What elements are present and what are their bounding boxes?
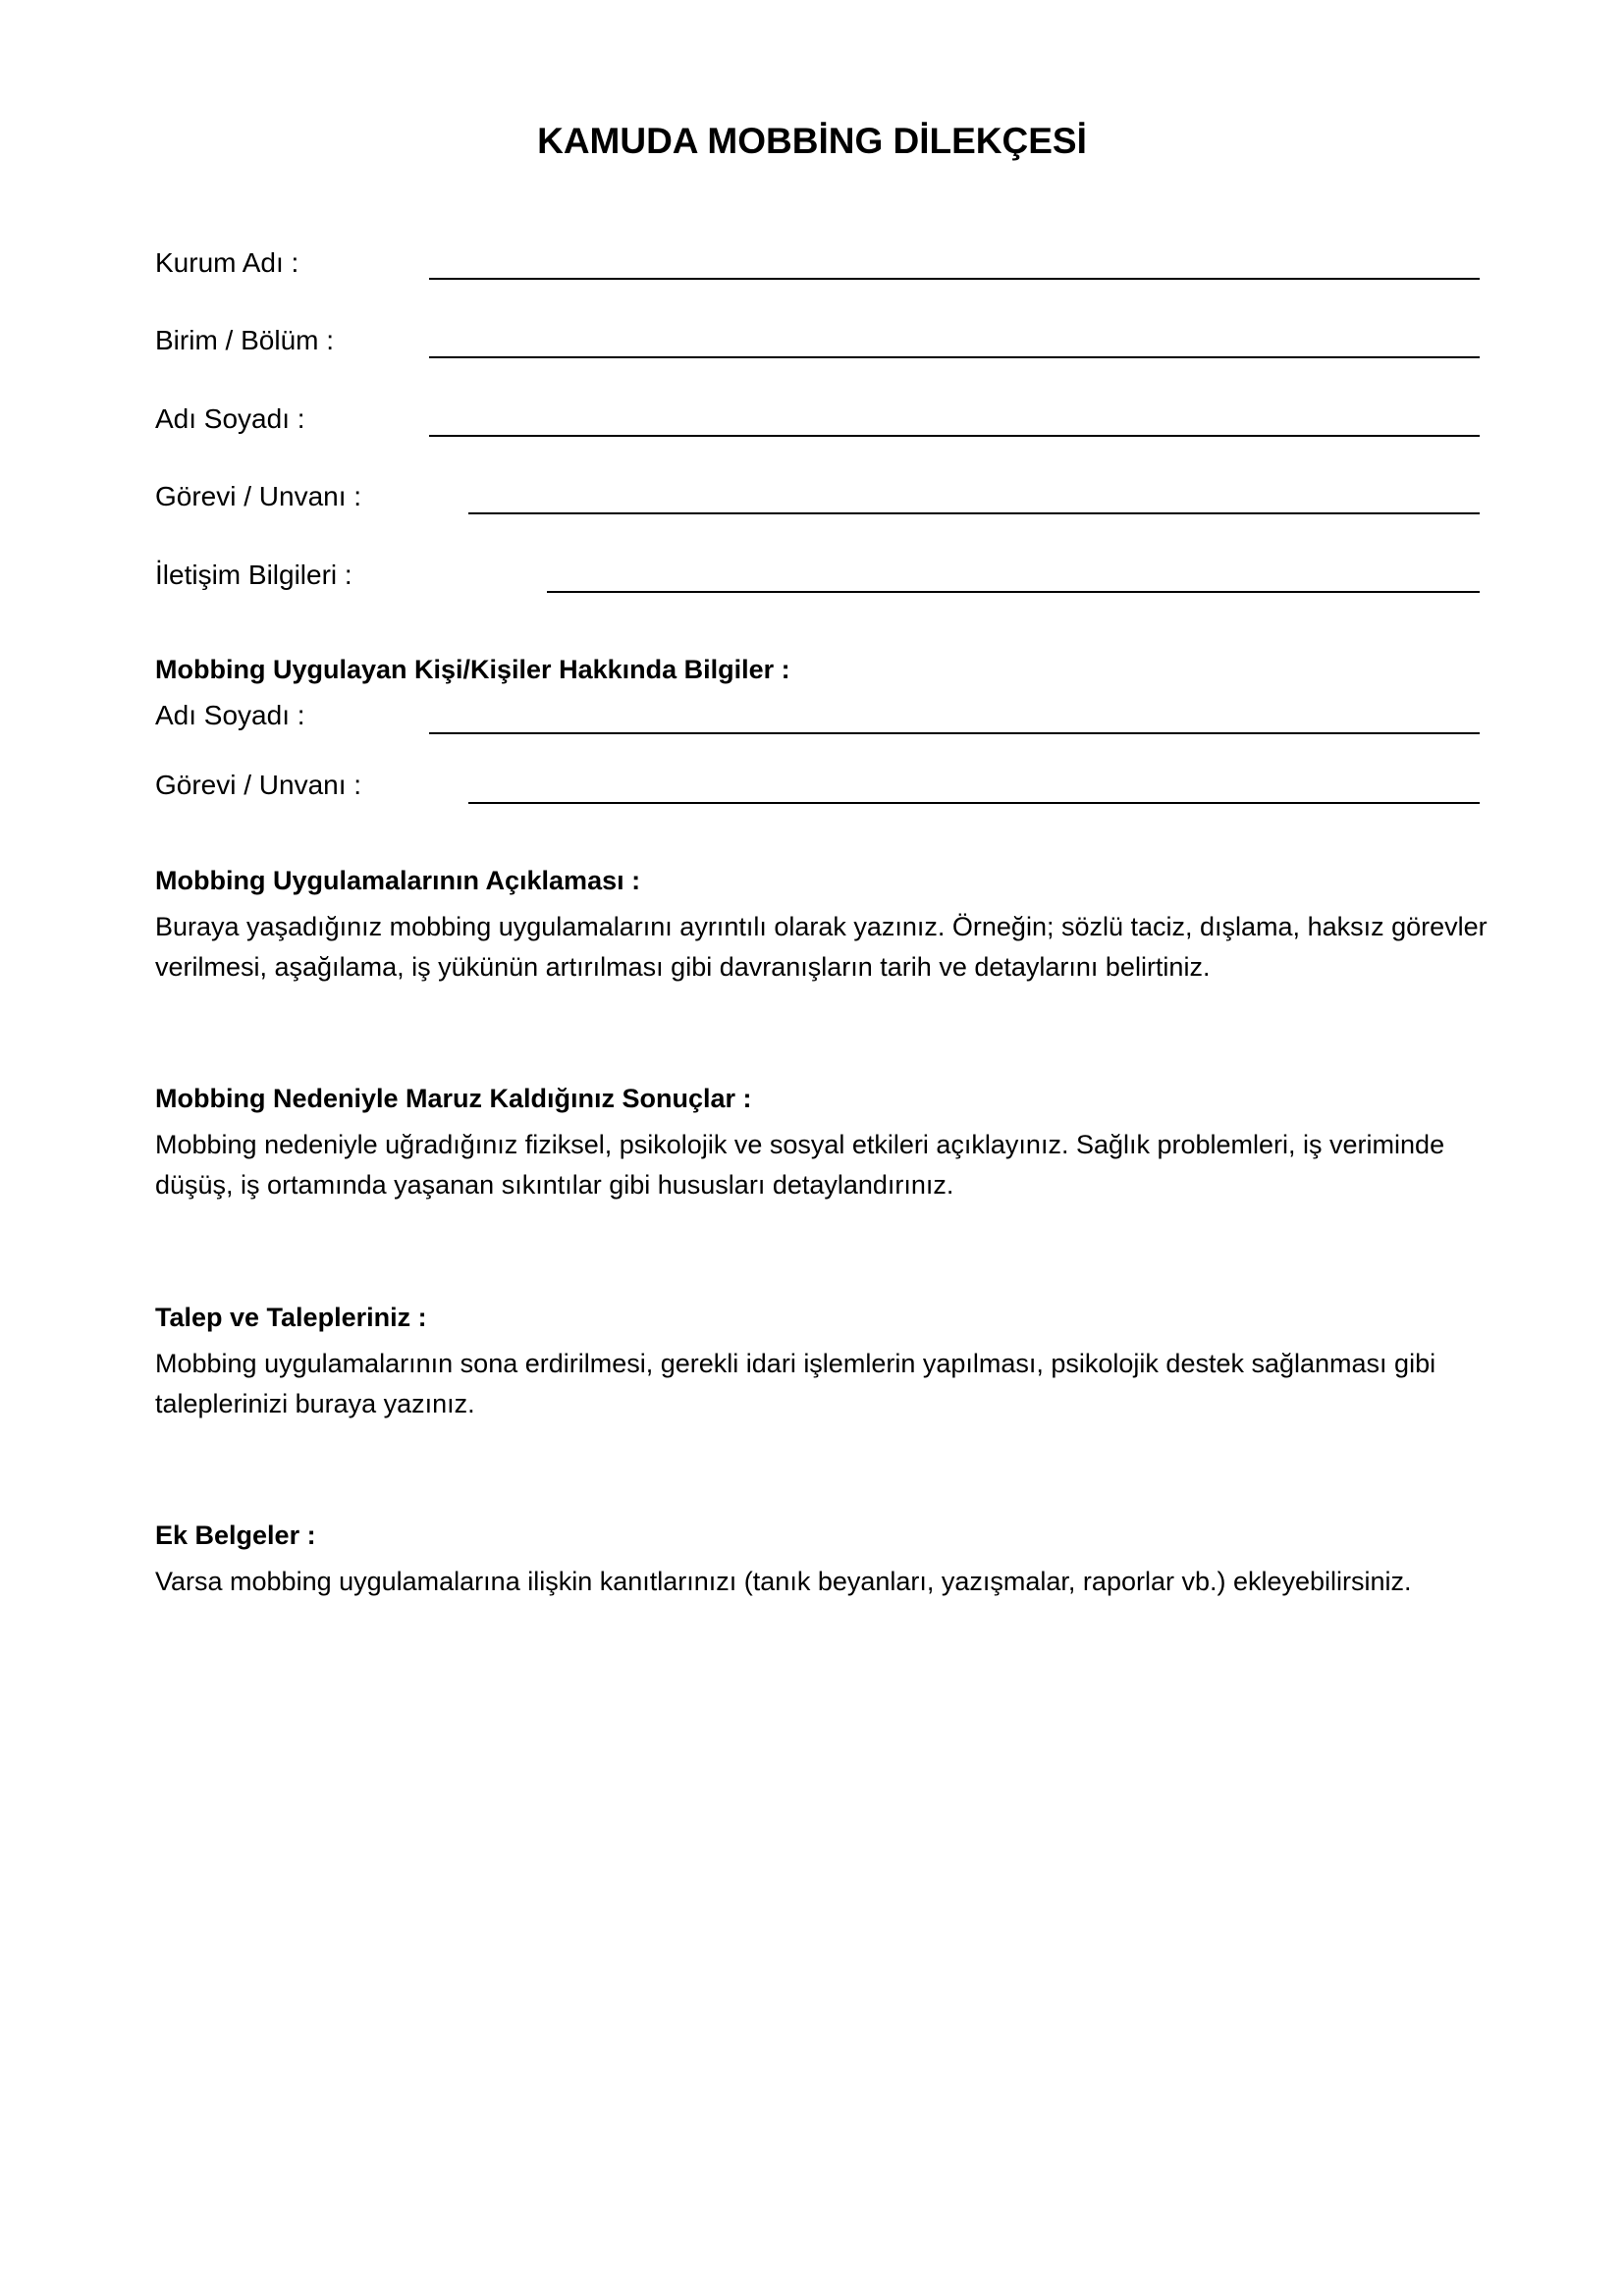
perpetrator-label-full-name: Adı Soyadı : xyxy=(155,700,305,730)
field-line-full-name[interactable] xyxy=(429,435,1480,437)
perpetrator-line-full-name[interactable] xyxy=(429,732,1480,734)
section-body-attachments: Varsa mobbing uygulamalarına ilişkin kanıtlarınızı (tanık beyanları, yazışmalar, raporlar vb.) ekleyebilirsiniz. xyxy=(155,1567,1412,1596)
section-body-description: Buraya yaşadığınız mobbing uygulamalarını ayrıntılı olarak yazınız. Örneğin; sözlü taciz, dışlama, haksız görevler verilmesi, aşağılama, iş yükünün artırılması gibi davranışların tarih ve detaylarını belirtiniz. xyxy=(155,912,1488,982)
document-title: KAMUDA MOBBİNG DİLEKÇESİ xyxy=(537,121,1087,161)
field-line-unit-department[interactable] xyxy=(429,356,1480,358)
section-heading-description: Mobbing Uygulamalarının Açıklaması : xyxy=(155,866,641,895)
section-body-requests: Mobbing uygulamalarının sona erdirilmesi, gerekli idari işlemlerin yapılması, psikolojik destek sağlanması gibi taleplerinizi buraya yazınız. xyxy=(155,1349,1436,1418)
field-label-full-name: Adı Soyadı : xyxy=(155,403,305,434)
perpetrator-label-position-title: Görevi / Unvanı : xyxy=(155,770,362,800)
field-line-position-title[interactable] xyxy=(468,512,1480,514)
section-body-consequences: Mobbing nedeniyle uğradığınız fiziksel, psikolojik ve sosyal etkileri açıklayınız. Sağlık problemleri, iş veriminde düşüş, iş ortamında yaşanan sıkıntılar gibi hususları detaylandırınız. xyxy=(155,1130,1445,1200)
section-heading-attachments: Ek Belgeler : xyxy=(155,1521,316,1550)
section-heading-consequences: Mobbing Nedeniyle Maruz Kaldığınız Sonuçlar : xyxy=(155,1084,752,1113)
field-line-institution[interactable] xyxy=(429,278,1480,280)
field-line-contact-info[interactable] xyxy=(547,591,1480,593)
field-label-position-title: Görevi / Unvanı : xyxy=(155,481,362,511)
perpetrator-heading: Mobbing Uygulayan Kişi/Kişiler Hakkında Bilgiler : xyxy=(155,655,790,684)
field-label-contact-info: İletişim Bilgileri : xyxy=(155,560,352,590)
section-heading-requests: Talep ve Talepleriniz : xyxy=(155,1303,427,1332)
field-label-institution: Kurum Adı : xyxy=(155,247,299,278)
field-label-unit-department: Birim / Bölüm : xyxy=(155,325,335,355)
perpetrator-line-position-title[interactable] xyxy=(468,802,1480,804)
